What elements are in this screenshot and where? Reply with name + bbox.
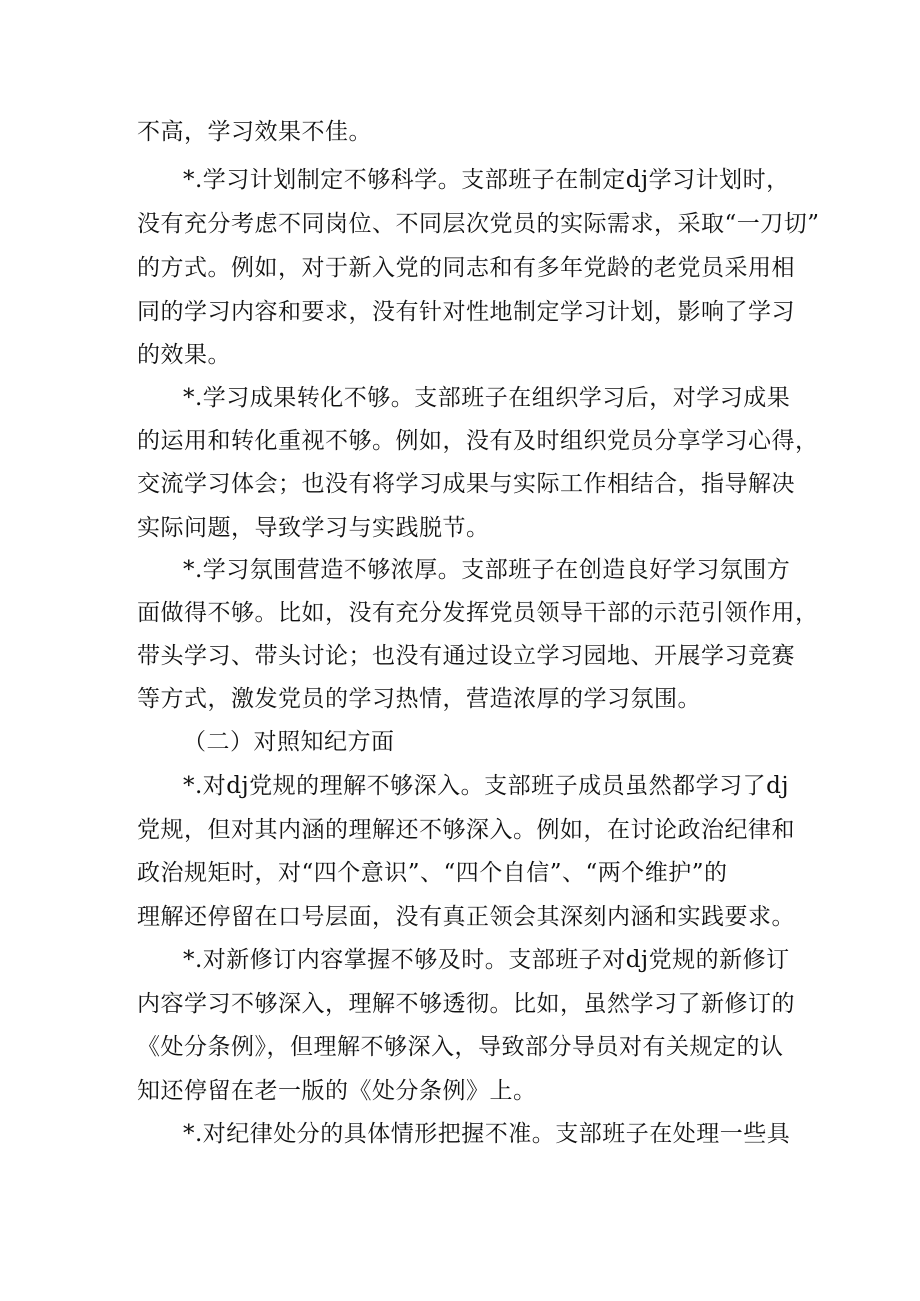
paragraph-line: 《处分条例》，但理解不够深入，导致部分导员对有关规定的认 [137, 1034, 784, 1060]
paragraph-line: 等方式，激发党员的学习热情，营造浓厚的学习氛围。 [137, 686, 701, 712]
paragraph-line: 实际问题，导致学习与实践脱节。 [137, 515, 490, 541]
paragraph-line: 的方式。例如，对于新入党的同志和有多年党龄的老党员采用相 [137, 255, 795, 281]
section-heading: （二）对照知纪方面 [183, 729, 395, 755]
paragraph-line: 带头学习、带头讨论；也没有通过设立学习园地、开展学习竞赛 [137, 643, 795, 669]
paragraph-line: 没有充分考虑不同岗位、不同层次党员的实际需求，采取“一刀切” [137, 211, 820, 237]
paragraph-line: 理解还停留在口号层面，没有真正领会其深刻内涵和实践要求。 [137, 904, 795, 930]
paragraph-first-line: *.学习计划制定不够科学。支部班子在制定dj学习计划时， [183, 167, 790, 193]
paragraph-line: 知还停留在老一版的《处分条例》上。 [137, 1078, 537, 1104]
paragraph-line: 交流学习体会；也没有将学习成果与实际工作相结合，指导解决 [137, 471, 795, 497]
paragraph-first-line: *.对dj党规的理解不够深入。支部班子成员虽然都学习了dj [183, 773, 790, 799]
paragraph-first-line: *.对新修订内容掌握不够及时。支部班子对dj党规的新修订 [183, 947, 790, 973]
paragraph-line: 内容学习不够深入，理解不够透彻。比如，虽然学习了新修订的 [137, 991, 795, 1017]
paragraph-first-line: *.学习成果转化不够。支部班子在组织学习后，对学习成果 [183, 385, 791, 411]
paragraph-line: 的效果。 [137, 342, 231, 368]
paragraph-first-line: *.学习氛围营造不够浓厚。支部班子在创造良好学习氛围方 [183, 557, 791, 583]
paragraph-line: 政治规矩时，对“四个意识”、“四个自信”、“两个维护”的 [137, 860, 728, 886]
paragraph-first-line: *.对纪律处分的具体情形把握不准。支部班子在处理一些具 [183, 1121, 791, 1147]
paragraph-line: 不高，学习效果不佳。 [137, 119, 372, 145]
paragraph-line: 的运用和转化重视不够。例如，没有及时组织党员分享学习心得， [137, 428, 819, 454]
paragraph-line: 面做得不够。比如，没有充分发挥党员领导干部的示范引领作用， [137, 600, 819, 626]
paragraph-line: 党规，但对其内涵的理解还不够深入。例如，在讨论政治纪律和 [137, 817, 795, 843]
paragraph-line: 同的学习内容和要求，没有针对性地制定学习计划，影响了学习 [137, 299, 795, 325]
